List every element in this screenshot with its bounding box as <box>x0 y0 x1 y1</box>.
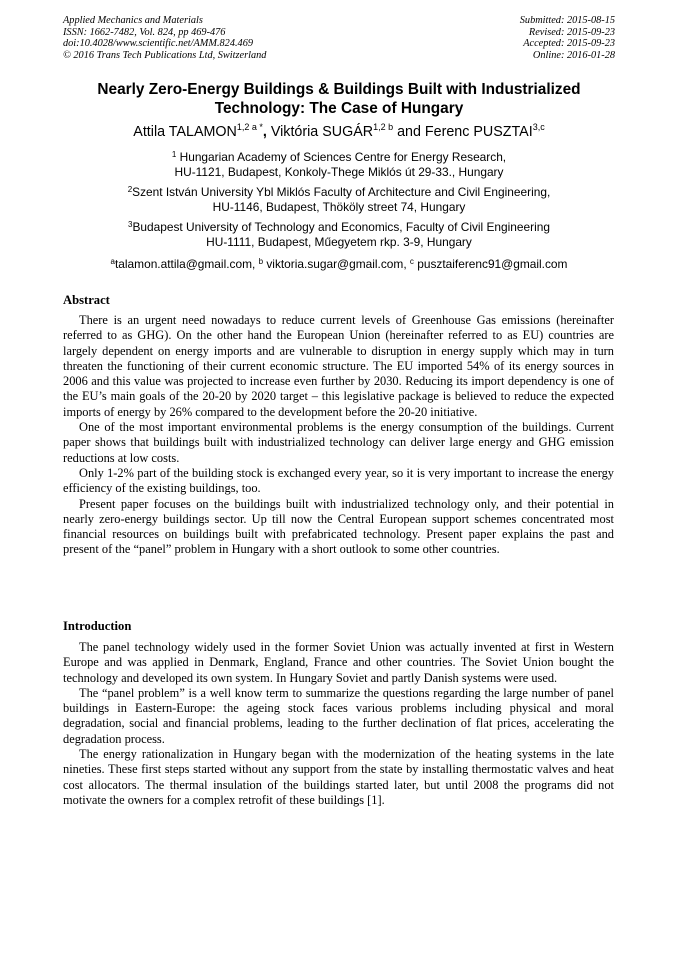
doi: doi:10.4028/www.scientific.net/AMM.824.469 <box>63 38 253 49</box>
submitted-date: Submitted: 2015-08-15 <box>519 15 615 26</box>
accepted-date: Accepted: 2015-09-23 <box>523 38 615 49</box>
publication-dates <box>520 15 615 61</box>
abstract-heading: Abstract <box>63 293 110 307</box>
journal-name: Applied Mechanics and Materials <box>63 15 203 26</box>
title-line-2: Technology: The Case of Hungary <box>214 100 464 117</box>
issn-volume-pages: ISSN: 1662-7482, Vol. 824, pp 469-476 <box>63 26 226 38</box>
author-emails <box>50 257 628 272</box>
introduction-heading: Introduction <box>63 619 132 633</box>
copyright: © 2016 Trans Tech Publications Ltd, Switzerland <box>63 49 267 61</box>
email-b: viktoria.sugar@gmail.com, <box>263 257 410 271</box>
abstract-paragraph-2: One of the most important environmental problems is the energy consumption of the buildings. Current paper shows that buildings built with industrialized technology can deliver large energy and GHG emission reductions at low costs. <box>63 420 614 465</box>
online-date: Online: 2016-01-28 <box>532 49 615 61</box>
author-3-affil: 3,c <box>532 122 545 132</box>
introduction-paragraph-1: The panel technology widely used in the former Soviet Union was actually invented at first in Western Europe and was applied in Denmark, England, France and other countries. The Soviet Union bought the technology and developed its own system. In Hungary Soviet and partly Danish systems were used. <box>63 640 614 685</box>
author-list <box>50 124 628 141</box>
introduction-body <box>63 640 614 808</box>
affiliation-3 <box>60 220 618 250</box>
introduction-paragraph-2: The “panel problem” is a well know term to summarize the questions regarding the large number of panel buildings in Eastern-Europe: the ageing stock faces various problems including physical and moral degradation, social and financial problems, leading to the further declination of flat prices, accelerating the degradation process. <box>63 685 614 746</box>
email-b-marker: b <box>258 257 264 266</box>
affiliation-3-line-1: Budapest University of Technology and Economics, Faculty of Civil Engineering <box>132 220 550 234</box>
introduction-paragraph-3: The energy rationalization in Hungary began with the modernization of the heating systems in the late nineties. These first steps started without any support from the state by installing thermostatic valves and heat cost allocators. The thermal insulation of the buildings started later, but until 2008 the programs did not motivate the owners for a complex retrofit of these buildings [1]. <box>63 747 614 807</box>
affiliation-3-marker: 3 <box>128 220 133 229</box>
email-c: pusztaiferenc91@gmail.com <box>413 257 568 271</box>
affiliation-2 <box>60 185 618 215</box>
affiliation-1-line-2: HU-1121, Budapest, Konkoly-Thege Miklós út 29-33., Hungary <box>174 165 504 179</box>
affiliation-3-line-2: HU-1111, Budapest, Műegyetem rkp. 3-9, Hungary <box>206 235 472 249</box>
affiliation-1 <box>60 150 618 180</box>
affiliation-2-line-2: HU-1146, Budapest, Thököly street 74, Hungary <box>212 200 466 214</box>
author-2-name: Viktória SUGÁR <box>266 124 374 140</box>
revised-date: Revised: 2015-09-23 <box>528 26 615 38</box>
author-3-name: and Ferenc PUSZTAI <box>393 124 533 140</box>
affiliation-2-marker: 2 <box>127 185 133 194</box>
paper-title <box>70 80 608 118</box>
email-a: talamon.attila@gmail.com, <box>115 257 259 271</box>
abstract-body <box>63 313 614 558</box>
abstract-paragraph-4: Present paper focuses on the buildings built with industrialized technology only, and their potential in nearly zero-energy buildings sector. Up till now the Central European support schemes concentrated most financial resources on buildings built with prefabricated technology. Present paper explains the past and present of the “panel” problem in Hungary with a short outlook to some other countries. <box>63 496 614 557</box>
journal-info <box>63 15 266 61</box>
author-separator: , <box>262 124 267 140</box>
author-2-affil: 1,2 b <box>373 122 394 132</box>
author-1-name: Attila TALAMON <box>133 124 237 140</box>
email-a-marker: a <box>110 257 115 266</box>
author-1-affil: 1,2 a * <box>236 122 263 132</box>
title-line-1: Nearly Zero-Energy Buildings & Buildings Built with Industrialized <box>97 81 581 98</box>
abstract-paragraph-3: Only 1-2% part of the building stock is exchanged every year, so it is very important to increase the energy efficiency of the existing buildings, too. <box>63 465 614 496</box>
affiliation-1-marker: 1 <box>171 150 177 159</box>
affiliation-2-line-1: Szent István University Ybl Miklós Faculty of Architecture and Civil Engineering, <box>132 185 551 199</box>
abstract-paragraph-1: There is an urgent need nowadays to reduce current levels of Greenhouse Gas emissions (hereinafter referred to as GHG). On the other hand the European Union (hereinafter referred to as EU) countries are largely dependent on energy imports and are vulnerable to disruption in energy supply which may in turn threaten the functioning of their current economic structure. The EU imported 54% of its energy sources in 2006 and this value was projected to increase even further by 2030. Reducing its import dependency is one of the EU’s main goals of the 20-20 by 2020 target – this legislative package is believed to reduce the expected imports of energy by 26% compared to the development before the 20-20 initiative. <box>63 313 614 419</box>
email-c-marker: c <box>409 257 414 266</box>
affiliation-1-line-1: Hungarian Academy of Sciences Centre for Energy Research, <box>176 150 507 164</box>
